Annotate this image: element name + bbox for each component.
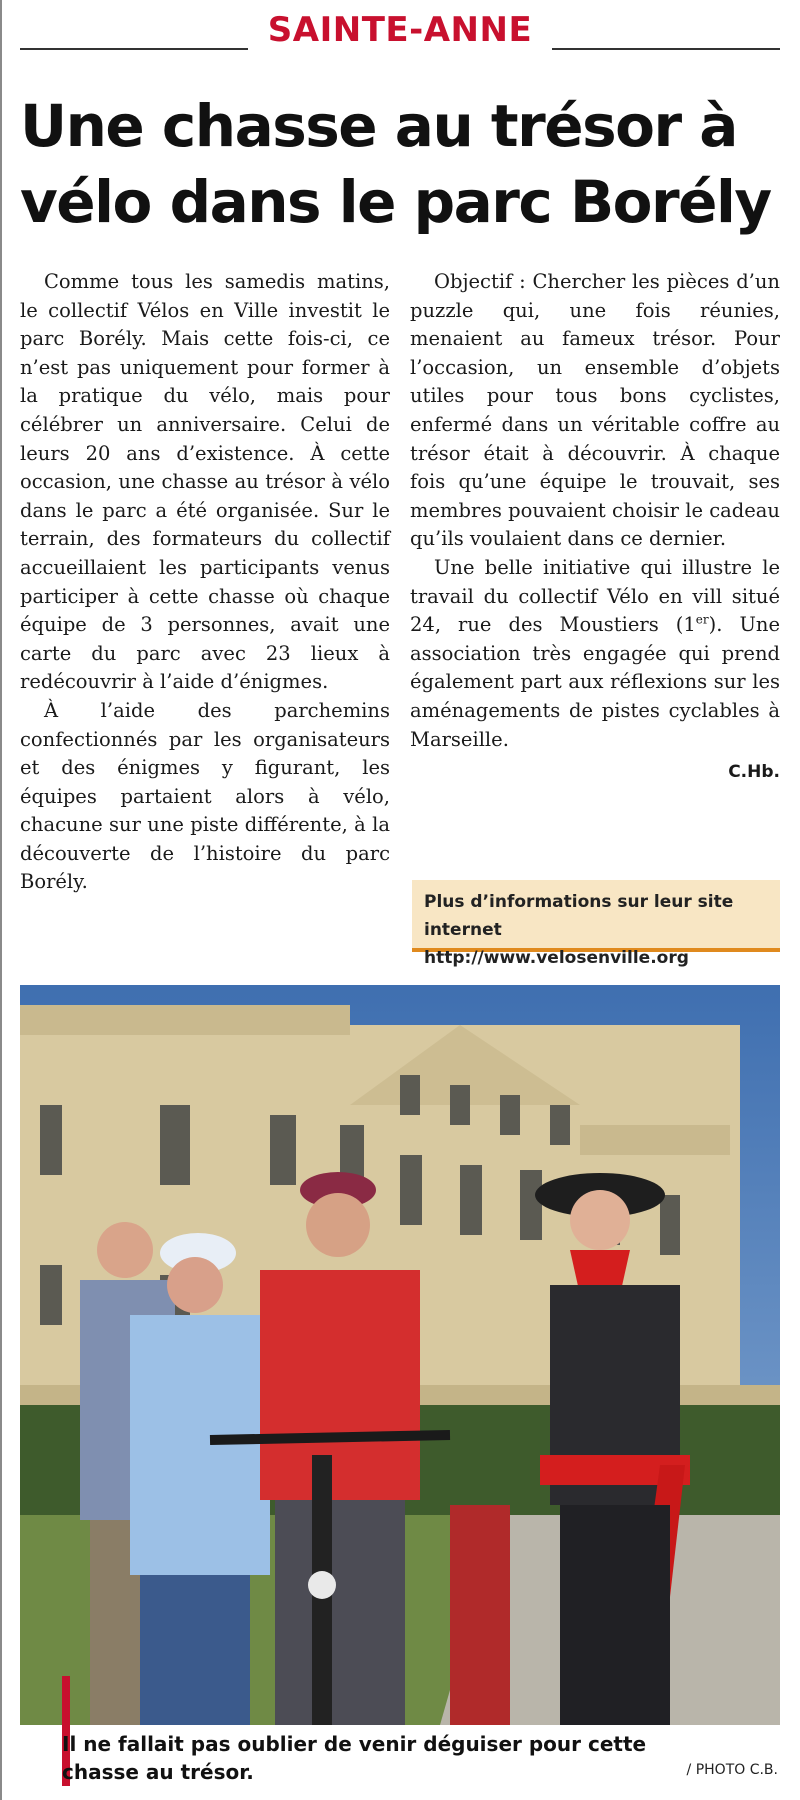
paragraph-4-text-a: Une belle initiative qui illustre le travail du collectif Vélo en vill situé 24, rue des Moustiers (1 — [410, 555, 780, 637]
photo-illustration — [20, 985, 780, 1725]
paragraph-1: Comme tous les samedis matins, le collectif Vélos en Ville investit le parc Borély. Mais cette fois-ci, ce n’est pas uniquement pour former à la pratique du vélo, mais pour célébrer un anniversaire. Celui de leurs 20 ans d’existence. À cette occasion, une chasse au trésor à vélo dans le parc a été organisée. Sur le terrain, des formateurs du collectif accueillaient les participants venus participer à cette chasse où chaque équipe de 3 personnes, avait une carte du parc avec 23 lieux à redécouvrir à l’aide d’énigmes. — [20, 270, 390, 694]
photo-credit: / PHOTO C.B. — [686, 1762, 778, 1778]
photo-caption: Il ne fallait pas oublier de venir déguiser pour cette chasse au trésor. — [62, 1732, 647, 1784]
paragraph-4 — [410, 554, 780, 754]
website-link[interactable]: http://www.velosenville.org — [424, 948, 689, 968]
paragraph-2: À l’aide des parchemins confectionnés par les organisateurs et des énigmes y figurant, les équipes partaient alors à vélo, chacune sur une piste différente, à la découverte de l’histoire du parc Borély. — [20, 698, 390, 894]
author-byline: C.Hb. — [728, 762, 780, 783]
article-headline: Une chasse au trésor à vélo dans le parc Borély — [20, 92, 771, 236]
article-column-1 — [20, 268, 390, 897]
paragraph-4-text-b: ). Une association très engagée qui prend également part aux réflexions sur les aménagements de pistes cyclables à Marseille. — [410, 613, 781, 751]
article-column-2 — [410, 268, 780, 787]
article-photo — [20, 985, 780, 1725]
section-label: SAINTE-ANNE — [267, 10, 533, 50]
section-rule-right — [552, 48, 780, 50]
info-box — [412, 880, 780, 968]
ordinal-superscript: er — [695, 612, 709, 627]
page-left-rule — [0, 0, 2, 1800]
info-box-text: Plus d’informations sur leur site internet — [424, 892, 734, 940]
paragraph-3: Objectif : Chercher les pièces d’un puzzle qui, une fois réunies, menaient au fameux trésor. Pour l’occasion, un ensemble d’objets utiles pour tous bons cyclistes, enfermé dans un véritable coffre au trésor était à découvrir. À chaque fois qu’une équipe le trouvait, ses membres pouvaient choisir le cadeau qu’ils voulaient dans ce dernier. — [410, 270, 780, 551]
section-header — [20, 10, 780, 56]
